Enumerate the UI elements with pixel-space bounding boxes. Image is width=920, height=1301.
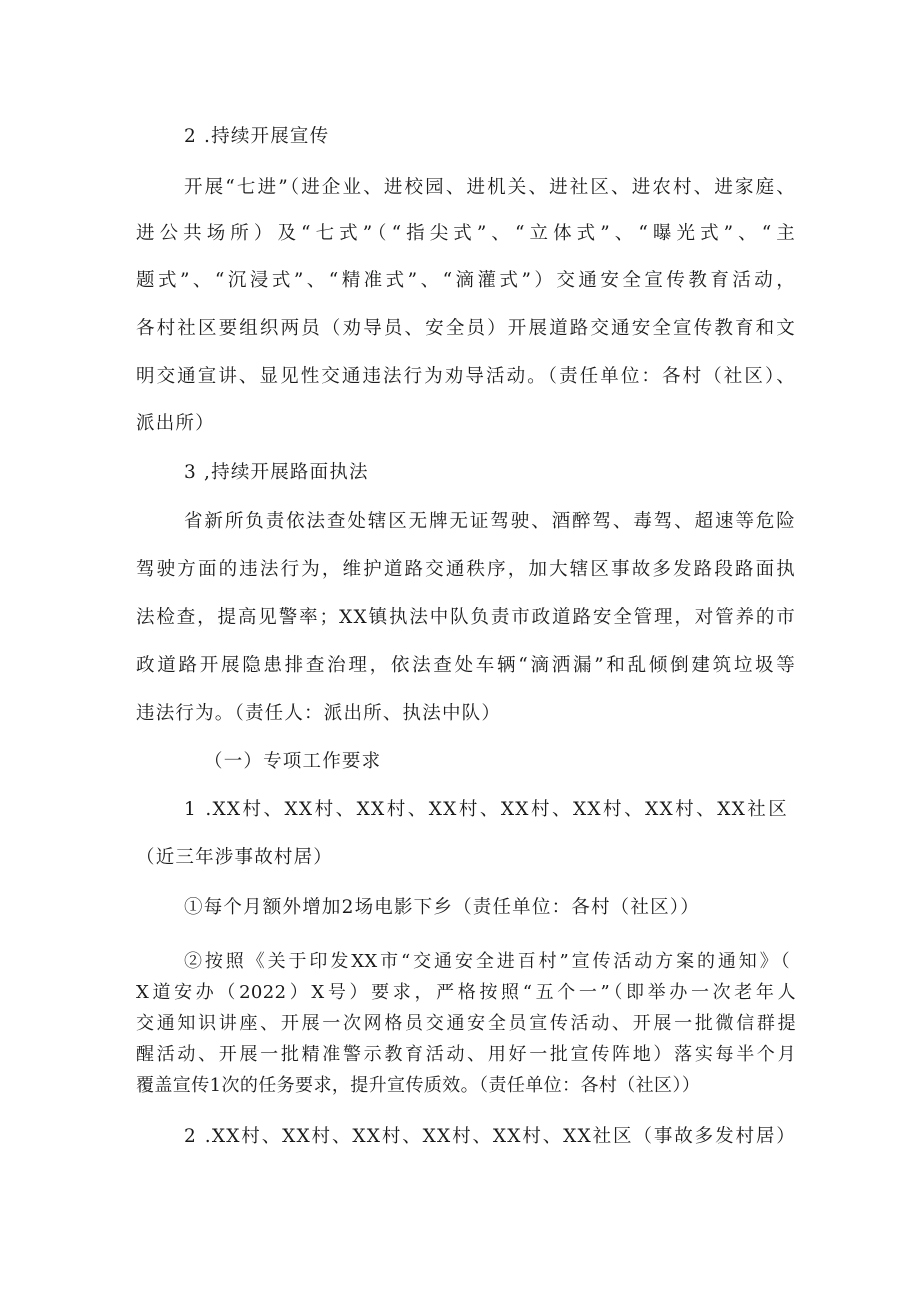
paragraph-line: 派出所） [136, 413, 215, 434]
paragraph-line: 进公共场所）及“七式”（“指尖式”、“立体式”、“曝光式”、“主 [136, 223, 796, 244]
paragraph-line: 明交通宣讲、显见性交通违法行为劝导活动。（责任单位：各村（社区）、 [136, 366, 796, 387]
paragraph-line: 法检查，提高见警率；XX镇执法中队负责市政道路安全管理，对管养的市 [136, 607, 796, 628]
paragraph-line: 开展“七进”（进企业、进校园、进机关、进社区、进农村、进家庭、 [184, 177, 796, 198]
paragraph-line: 省新所负责依法查处辖区无牌无证驾驶、酒醉驾、毒驾、超速等危险 [184, 511, 796, 532]
item-1-point-2-line: 醒活动、开展一批精准警示教育活动、用好一批宣传阵地）落实每半个月 [136, 1044, 796, 1065]
paragraph-line: 违法行为。（责任人：派出所、执法中队） [136, 703, 502, 724]
item-1-point-2: ②按照《关于印发XX市“交通安全进百村”宣传活动方案的通知》（ [184, 951, 790, 972]
subsection-heading: （一）专项工作要求 [204, 751, 382, 772]
item-1-point-2-line: 覆盖宣传1次的任务要求，提升宣传质效。（责任单位：各村（社区）） [136, 1075, 701, 1096]
item-1-point-2-line: 交通知识讲座、开展一次网格员交通安全员宣传活动、开展一批微信群提 [136, 1013, 796, 1034]
item-1-point-2-line: X道安办（2022）X号）要求，严格按照“五个一”（即举办一次老年人 [136, 982, 796, 1003]
section-2-heading: 2 .持续开展宣传 [184, 126, 330, 147]
paragraph-line: 各村社区要组织两员（劝导员、安全员）开展道路交通安全宣传教育和文 [136, 318, 796, 339]
item-2-title: 2 .XX村、XX村、XX村、XX村、XX村、XX社区（事故多发村居） [184, 1126, 796, 1147]
paragraph-line: 政道路开展隐患排查治理，依法查处车辆“滴洒漏”和乱倾倒建筑垃圾等 [136, 655, 796, 676]
item-1-point-1: ①每个月额外增加2场电影下乡（责任单位：各村（社区）） [184, 897, 700, 918]
item-1-title-cont: （近三年涉事故村居） [136, 847, 334, 868]
paragraph-line: 题式”、“沉浸式”、“精准式”、“滴灌式”）交通安全宣传教育活动， [136, 270, 796, 291]
item-1-title: 1 .XX村、XX村、XX村、XX村、XX村、XX村、XX村、XX社区 [184, 799, 788, 820]
paragraph-line: 驾驶方面的违法行为，维护道路交通秩序，加大辖区事故多发路段路面执 [136, 559, 796, 580]
section-3-heading: 3 ,持续开展路面执法 [184, 462, 369, 483]
